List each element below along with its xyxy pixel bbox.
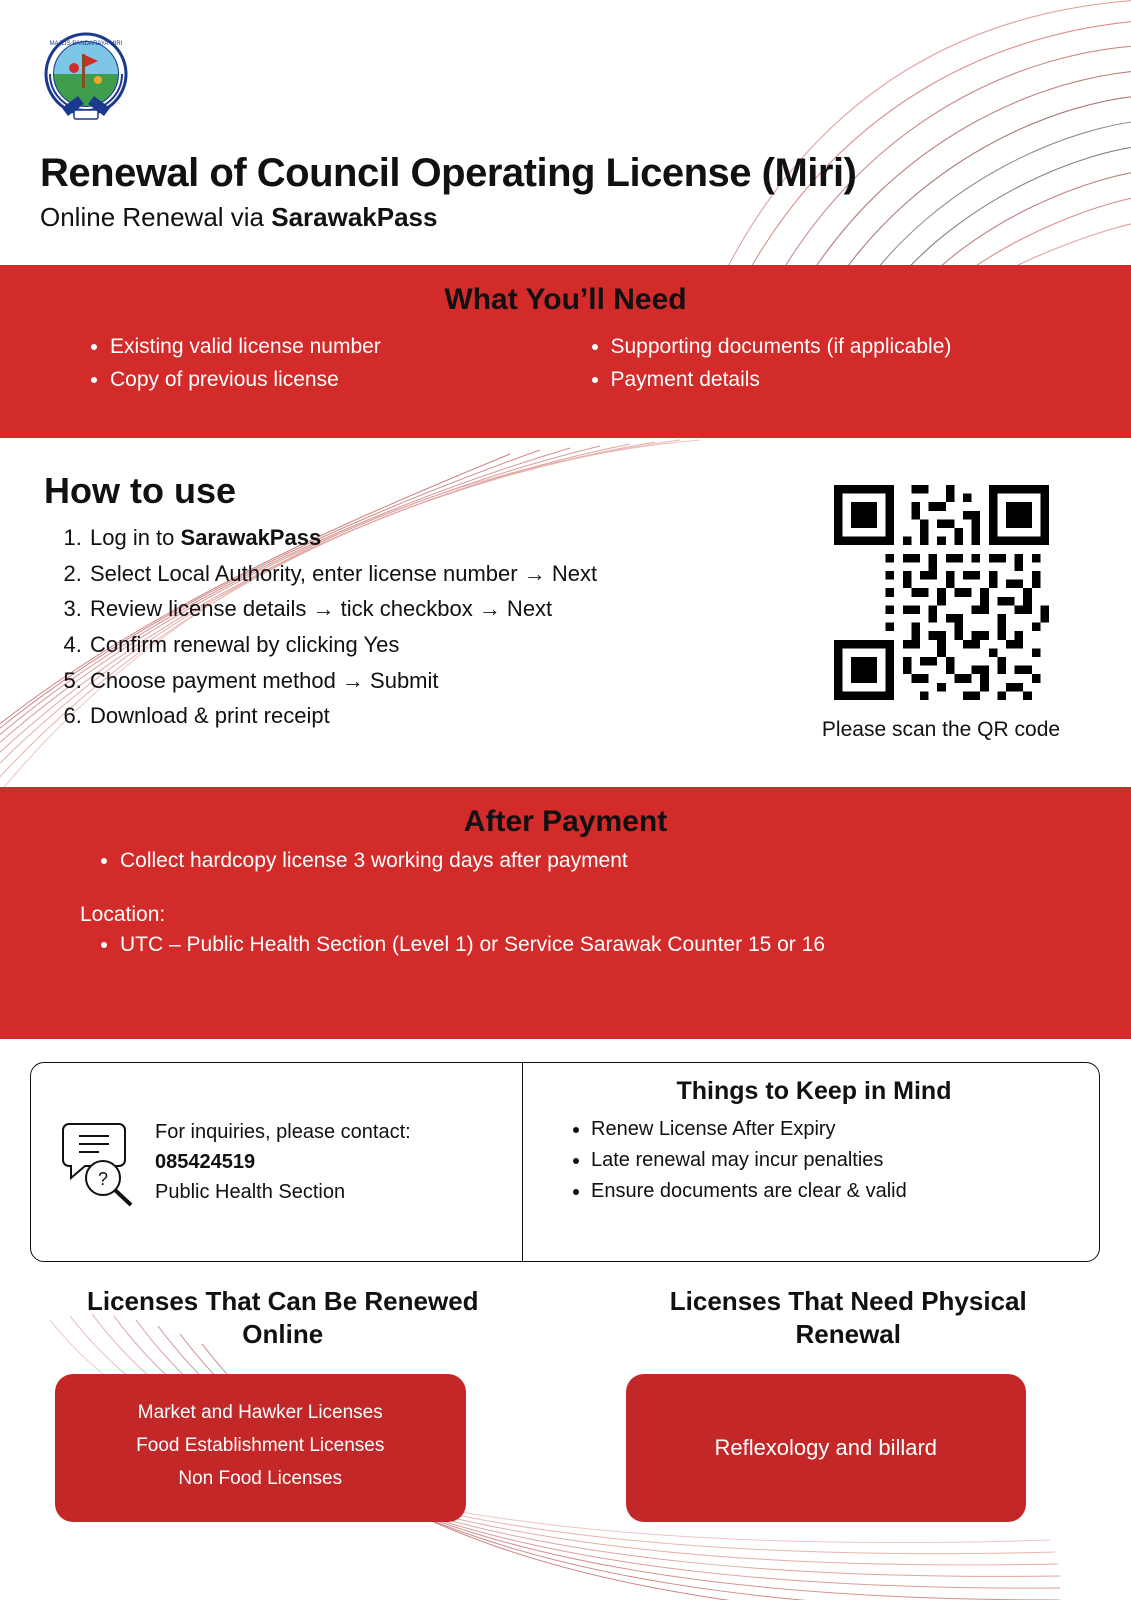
list-item: • Late renewal may incur penalties <box>591 1145 1079 1176</box>
list-item: • Supporting documents (if applicable) <box>611 331 1062 364</box>
location-label: Location: <box>80 902 166 926</box>
inquiry-line-1: For inquiries, please contact: <box>155 1121 411 1143</box>
list-item <box>88 627 774 663</box>
how-to-use-heading: How to use <box>44 470 237 511</box>
inquiry-box <box>31 1063 523 1261</box>
list-item: • Renew License After Expiry <box>591 1114 1079 1145</box>
after-payment-section <box>0 787 1131 1039</box>
what-you-need-right-column <box>571 331 1062 396</box>
physical-licenses-pill <box>626 1374 1027 1522</box>
svg-text:?: ? <box>97 1169 109 1189</box>
list-item: • Collect hardcopy license 3 working days after payment <box>120 845 1071 877</box>
physical-licenses-heading: Licenses That Need Physical Renewal <box>669 1286 1027 1350</box>
step-text: Select Local Authority, enter license number → Next <box>90 560 598 586</box>
inquiry-department: Public Health Section <box>155 1181 346 1203</box>
step-bold: SarawakPass <box>180 525 322 550</box>
online-licenses-column <box>0 1285 566 1522</box>
qr-code-icon[interactable] <box>834 485 1049 700</box>
qr-section <box>791 485 1091 742</box>
poster-header <box>40 150 1100 233</box>
info-boxes <box>30 1062 1100 1262</box>
list-item <box>88 556 774 592</box>
council-logo <box>40 28 132 128</box>
keep-in-mind-heading: Things to Keep in Mind <box>676 1077 952 1105</box>
list-item: • Copy of previous license <box>110 364 561 397</box>
list-item: Market and Hawker Licenses <box>137 1401 383 1423</box>
how-to-use-section <box>44 470 774 734</box>
keep-in-mind-box <box>523 1063 1099 1261</box>
step-text: Log in to <box>90 525 181 550</box>
step-text: Download & print receipt <box>90 703 330 729</box>
online-licenses-heading: Licenses That Can Be Renewed Online <box>86 1286 479 1350</box>
what-you-need-section <box>0 265 1131 438</box>
list-item: • UTC – Public Health Section (Level 1) or Service Sarawak Counter 15 or 16 <box>120 929 1071 961</box>
list-item: Reflexology and billard <box>714 1434 938 1460</box>
step-text: Review license details → tick checkbox → Next <box>90 596 553 622</box>
step-text: Choose payment method → Submit <box>90 667 439 693</box>
inquiry-magnifier-icon <box>59 1116 141 1208</box>
svg-text:MAJLIS BANDARAYA MIRI: MAJLIS BANDARAYA MIRI <box>49 41 123 47</box>
page-subtitle-brand: SarawakPass <box>271 202 438 232</box>
page-subtitle-prefix: Online Renewal via <box>40 202 272 232</box>
list-item <box>88 520 774 556</box>
list-item: • Existing valid license number <box>110 331 561 364</box>
list-item: • Ensure documents are clear & valid <box>591 1176 1079 1207</box>
physical-licenses-column <box>566 1285 1131 1522</box>
page-title: Renewal of Council Operating License (Miri) <box>40 151 857 195</box>
list-item <box>88 698 774 734</box>
list-item <box>88 663 774 699</box>
decorative-swoosh-top-right <box>681 0 1131 290</box>
what-you-need-left-column <box>70 331 561 396</box>
list-item: • Payment details <box>611 364 1062 397</box>
page-subtitle <box>40 202 1100 233</box>
what-you-need-heading: What You’ll Need <box>444 283 687 316</box>
online-licenses-pill <box>55 1374 466 1522</box>
list-item: Non Food Licenses <box>178 1468 343 1490</box>
step-text: Confirm renewal by clicking Yes <box>90 631 400 657</box>
after-payment-heading: After Payment <box>463 805 668 838</box>
list-item: Food Establishment Licenses <box>136 1434 385 1456</box>
qr-caption: Please scan the QR code <box>821 718 1061 741</box>
license-categories <box>0 1285 1131 1522</box>
inquiry-text <box>155 1117 411 1207</box>
list-item <box>88 591 774 627</box>
inquiry-phone[interactable]: 085424519 <box>155 1151 256 1173</box>
